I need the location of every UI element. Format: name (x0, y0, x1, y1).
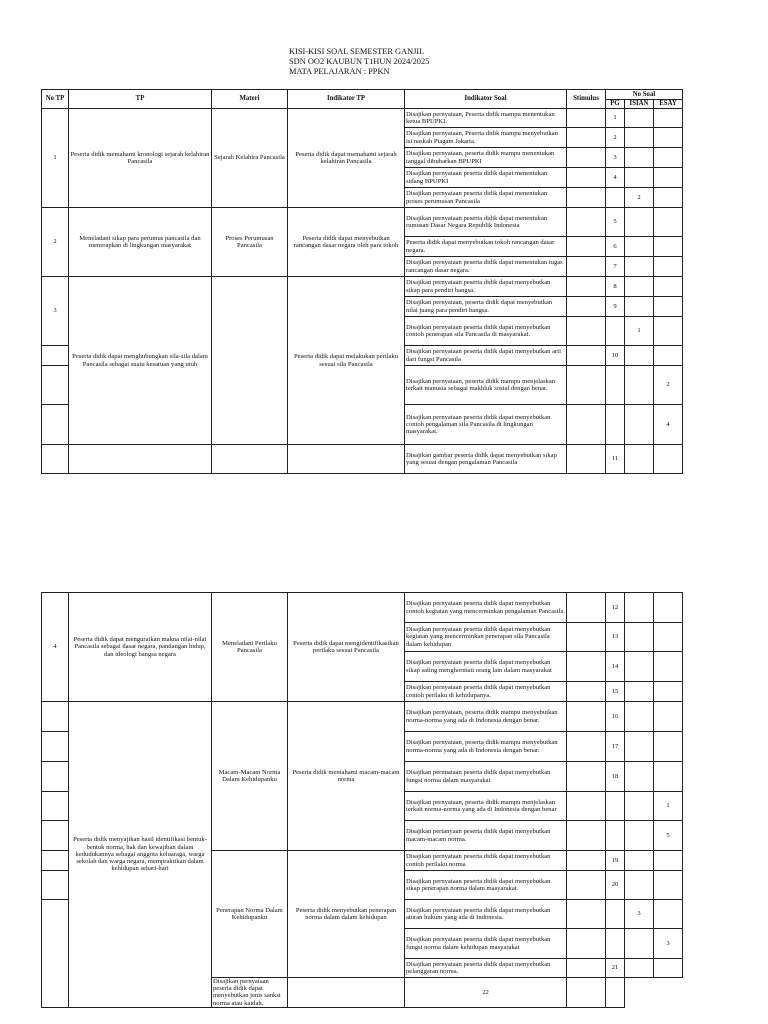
stimulus-cell (567, 821, 606, 851)
isian-cell: 1 (625, 317, 654, 346)
esay-cell (654, 959, 683, 978)
esay-cell (654, 317, 683, 346)
pg-cell: 5 (606, 208, 625, 237)
esay-cell (654, 732, 683, 762)
stimulus-cell (567, 366, 606, 405)
stimulus-cell (567, 792, 606, 821)
no-tp-cell: 4 (42, 593, 69, 702)
col-no-tp: No TP (42, 90, 69, 109)
no-tp-cell-empty (42, 821, 69, 851)
esay-cell (654, 297, 683, 317)
col-indikator-soal: Indikator Soal (405, 90, 567, 109)
isian-cell (625, 821, 654, 851)
esay-cell (654, 762, 683, 792)
indikator-soal-cell: Disajikan pernyataan, peserta didik dapat menyebutkan nilai juang para pendiri bangsa. (405, 297, 567, 317)
pg-cell: 11 (606, 445, 625, 474)
esay-cell (654, 148, 683, 168)
pg-cell: 19 (606, 851, 625, 871)
isian-cell (625, 297, 654, 317)
col-isian: ISIAN (625, 100, 654, 109)
indikator-soal-cell: Disajikan pernyataan peserta didik dapat menentukan proses perumusan Pancasila (405, 188, 567, 208)
pg-cell: 1 (606, 109, 625, 128)
pg-cell: 14 (606, 652, 625, 682)
stimulus-cell (567, 762, 606, 792)
stimulus-cell (567, 405, 606, 445)
indikator-soal-cell: Disajikan pernyataan peserta didik dapat menentukan sidang BPUPKI (405, 168, 567, 188)
esay-cell (654, 208, 683, 237)
esay-cell (654, 682, 683, 702)
esay-cell: 4 (654, 405, 683, 445)
isian-cell: 3 (625, 900, 654, 929)
isian-cell (625, 871, 654, 900)
col-tp: TP (69, 90, 212, 109)
indikator-soal-cell: Disajikan pernyataan, peserta didik mampu menjelaskan terkait manusia sebagai makhluk sosial dengan benar. (405, 366, 567, 405)
isian-cell (625, 851, 654, 871)
esay-cell (654, 188, 683, 208)
stimulus-cell (567, 277, 606, 297)
isian-cell: 2 (625, 188, 654, 208)
stimulus-cell (567, 168, 606, 188)
pg-cell: 10 (606, 346, 625, 366)
pg-cell: 21 (606, 959, 625, 978)
indikator-soal-cell: Disajikan pernyataan peserta didik dapat menyebutkan contoh kegiatan yang mencerminkan pengalaman Pancasila. (405, 593, 567, 623)
stimulus-cell (567, 297, 606, 317)
no-tp-cell-empty (42, 702, 69, 732)
stimulus-cell (567, 652, 606, 682)
stimulus-cell (567, 317, 606, 346)
stimulus-cell (567, 237, 606, 257)
col-esay: ESAY (654, 100, 683, 109)
no-tp-cell-empty (42, 900, 69, 1008)
stimulus-cell (567, 959, 606, 978)
indikator-soal-cell: Disajikan pernyataan peserta didik dapat menyebutkan jenis sanksi norma atau kaidah. (212, 978, 288, 1008)
indikator-soal-cell: Disajikan pernyataan peserta didik dapat menyebutkan contoh perilaku norma (405, 851, 567, 871)
esay-cell (654, 900, 683, 929)
esay-cell (654, 851, 683, 871)
materi-cell: Meneladani Perilaku Pancasila (212, 593, 288, 702)
isian-cell (625, 277, 654, 297)
header-subject: MATA PELAJARAN : PPKN (289, 67, 390, 76)
esay-cell (654, 109, 683, 128)
indikator-soal-cell: Disajikan pernyataan peserta didik dapat menentukan tugas rancangan dasar negara. (405, 257, 567, 277)
stimulus-cell (567, 128, 606, 148)
isian-cell (625, 732, 654, 762)
pg-cell (606, 188, 625, 208)
materi-cell-empty (212, 445, 288, 474)
pg-cell: 6 (606, 237, 625, 257)
materi-cell: Macam-Macam Norma Dalam Kehidupanku (212, 702, 288, 851)
stimulus-cell (567, 148, 606, 168)
stimulus-cell (567, 900, 606, 929)
indikator-soal-cell: Disajikan pernyataan peserta didik dapat menyebutkan pelanggaran norma. (405, 959, 567, 978)
col-no-soal: No Soal (606, 90, 683, 100)
pg-cell: 2 (606, 128, 625, 148)
stimulus-cell (567, 702, 606, 732)
isian-cell (625, 257, 654, 277)
esay-cell (654, 168, 683, 188)
pg-cell: 15 (606, 682, 625, 702)
pg-cell: 9 (606, 297, 625, 317)
indikator-tp-cell: Peserta didik menyebutkan penerapan norma dalam dalam kehidupan (288, 851, 405, 978)
esay-cell (654, 593, 683, 623)
indikator-tp-cell: Peserta didik dapat menyebutkan rancangan dasar negara oleh para tokoh (288, 208, 405, 277)
stimulus-cell (567, 445, 606, 474)
col-pg: PG (606, 100, 625, 109)
indikator-soal-cell: Disajikan pernyataan peserta didik dapat menyebutkan contoh perilaku di kehidupanya. (405, 682, 567, 702)
tp-cell: Peserta didik dapat menguraikan makna nilai-nilai Pancasila sebagai dasar negara, pandangan hidup, dan ideologi bangsa negara (69, 593, 212, 702)
isian-cell (625, 792, 654, 821)
pg-cell (606, 821, 625, 851)
no-tp-cell-empty (42, 851, 69, 871)
stimulus-cell (567, 346, 606, 366)
indikator-soal-cell: Disajikan pernyataan peserta didik dapat menyebutkan arti dari fungsi Pancasila (405, 346, 567, 366)
stimulus-cell (288, 978, 405, 1008)
col-stimulus: Stimulus (567, 90, 606, 109)
indikator-tp-cell: Peserta didik dapat mengidentifikasikan perilaku sesuai Pancasila (288, 593, 405, 702)
isian-cell (625, 208, 654, 237)
pg-cell (606, 929, 625, 959)
tp-cell-empty (69, 445, 212, 474)
esay-cell: 2 (654, 366, 683, 405)
indikator-soal-cell: Disajikan pernyataan, Peserta didik mampu menyebutkan isi naskah Piagam Jakarta. (405, 128, 567, 148)
document-header (289, 47, 429, 77)
no-tp-cell: 1 (42, 109, 69, 208)
pg-cell (606, 900, 625, 929)
pg-cell (606, 792, 625, 821)
esay-cell (654, 257, 683, 277)
indikator-soal-cell: Disajikan pernyataan peserta didik dapat menyebutkan sikap para pendiri bangsa. (405, 277, 567, 297)
indikator-tp-cell: Peserta didik dapat melakukan perilaku sesuai sila Pancasila (288, 277, 405, 445)
stimulus-cell (567, 851, 606, 871)
stimulus-cell (567, 593, 606, 623)
stimulus-cell (567, 623, 606, 652)
pg-cell (606, 366, 625, 405)
pg-cell: 12 (606, 593, 625, 623)
indikator-soal-cell: Disajikan pernyataan, peserta didik mampu menyebutkan norma-norma yang ada di Indonesia dengan benar. (405, 732, 567, 762)
esay-cell (654, 128, 683, 148)
isian-cell (625, 445, 654, 474)
indikator-tp-cell-empty (288, 445, 405, 474)
materi-cell: Penerapan Norma Dalam Kehidupanku (212, 851, 288, 978)
indikator-soal-cell: Disajikan pernyataan peserta didik dapat menyebutkan kegiatan yang mencerminkan penerapan sila Pancasila dalam kehidupan (405, 623, 567, 652)
tp-cell: Meneladani sikap para perumus pancasila dan menerapkan di lingkungan masyarakat (69, 208, 212, 277)
col-materi: Materi (212, 90, 288, 109)
pg-cell (606, 405, 625, 445)
esay-cell: 5 (654, 821, 683, 851)
indikator-soal-cell: Disajikan pernyataan peserta didik dapat menyebutkan aturan hukum yang ada di Indonesia. (405, 900, 567, 929)
esay-cell (606, 978, 625, 1008)
indikator-soal-cell: Disajikan gambar peserta didik dapat menyebutkan sikap yang sesuai dengan pengalaman Pancasila (405, 445, 567, 474)
header-title: KISI-KISI SOAL SEMESTER GANJIL (289, 47, 425, 56)
stimulus-cell (567, 109, 606, 128)
no-tp-cell-empty (42, 732, 69, 762)
isian-cell (625, 959, 654, 978)
no-tp-cell-empty (42, 346, 69, 366)
esay-cell (654, 702, 683, 732)
pg-cell: 7 (606, 257, 625, 277)
pg-cell: 8 (606, 277, 625, 297)
col-indikator-tp: Indikator TP (288, 90, 405, 109)
pg-cell: 18 (606, 762, 625, 792)
indikator-soal-cell: Disajikan pernyataan peserta didik dapat menentukan rumusan Dasar Negara Republik Indonesia (405, 208, 567, 237)
no-tp-cell-empty (42, 871, 69, 900)
stimulus-cell (567, 682, 606, 702)
no-tp-cell: 3 (42, 277, 69, 346)
isian-cell (625, 682, 654, 702)
isian-cell (625, 652, 654, 682)
indikator-soal-cell: Disajikan pernyataan peserta didik dapat menyebutkan fungsi norma dalam kehidupan masyarakat (405, 929, 567, 959)
indikator-soal-cell: Disajikan pernyataan peserta didik dapat menyebutkan contoh penerapan sila Pancasila di masyarakat. (405, 317, 567, 346)
isian-cell (625, 346, 654, 366)
indikator-soal-cell: Disajikan pernnataan peserta didik dapat menyebutkan fungsi norma dalam masyarakat (405, 762, 567, 792)
indikator-soal-cell: Disajikan pernyataan, peserta didik mampu menyebutkan norma-norma yang ada di Indonesia dengan benar. (405, 702, 567, 732)
no-tp-cell: 2 (42, 208, 69, 277)
isian-cell (625, 405, 654, 445)
stimulus-cell (567, 188, 606, 208)
isian-cell (625, 366, 654, 405)
isian-cell (625, 148, 654, 168)
materi-cell-empty (212, 277, 288, 445)
indikator-soal-cell: Disajikan pernyataan, Peserta didik mampu menentukan ketua BPUPKI. (405, 109, 567, 128)
indikator-soal-cell: Disajikan pernyataan, peserta didik mampu menentukan tanggal dibubarkan BPUPKI (405, 148, 567, 168)
indikator-soal-cell: Peserta didik dapat menyebutkan tokoh rancangan dasar negara. (405, 237, 567, 257)
isian-cell (625, 128, 654, 148)
isian-cell (625, 237, 654, 257)
materi-cell: Sejarah Kelahira Pancasila (212, 109, 288, 208)
isian-cell (625, 168, 654, 188)
isian-cell (567, 978, 606, 1008)
pg-cell: 3 (606, 148, 625, 168)
esay-cell (654, 623, 683, 652)
pg-cell: 4 (606, 168, 625, 188)
pg-cell: 16 (606, 702, 625, 732)
isian-cell (625, 109, 654, 128)
isian-cell (625, 702, 654, 732)
materi-cell: Proses Perumusan Pancasila (212, 208, 288, 277)
esay-cell: 1 (654, 792, 683, 821)
pg-cell: 17 (606, 732, 625, 762)
esay-cell (654, 237, 683, 257)
pg-cell (606, 317, 625, 346)
tp-cell: Peserta didik memahami kronologi sejarah kelahiran Pancasila (69, 109, 212, 208)
esay-cell (654, 346, 683, 366)
no-tp-cell-empty (42, 792, 69, 821)
indikator-soal-cell: Disajikan pernyataan peserta didik dapat menyebutkan sikap penerapan norma dalam masyarakat. (405, 871, 567, 900)
indikator-soal-cell: Disajikan pernyataan peserta didik dapat menyebutkan sikap saling menghormati orang lain dalam masyarakat (405, 652, 567, 682)
pg-cell: 13 (606, 623, 625, 652)
isian-cell (625, 929, 654, 959)
no-tp-cell-empty (42, 405, 69, 445)
indikator-tp-cell: Peserta didik memahami macam-macam norma (288, 702, 405, 851)
no-tp-cell-empty (42, 762, 69, 792)
indikator-soal-cell: Disajikan pernyataan peserta didik dapat menyebutkan contoh pengalaman sila Pancasila di lingkungan masyarakat. (405, 405, 567, 445)
pg-cell: 22 (405, 978, 567, 1008)
stimulus-cell (567, 871, 606, 900)
isian-cell (625, 593, 654, 623)
esay-cell (654, 652, 683, 682)
isian-cell (625, 623, 654, 652)
kisi-table-page-2 (41, 592, 683, 1008)
stimulus-cell (567, 732, 606, 762)
header-school: SDN OO2 KAUBUN T1HUN 2024/2025 (289, 57, 430, 66)
pg-cell: 20 (606, 871, 625, 900)
tp-cell: Peserta didik menyajikan hasil identifikasi bentuk-bentuk norma, hak dan kewajiban dalam kedudukannya sebagai anggota keluaraga, warga sekolah dan warga negara, mempraktikan dalam kehidupan sehari-hari (69, 702, 212, 1008)
esay-cell (654, 871, 683, 900)
tp-cell: Peserta didik dapat menghubungkan sila-sila dalam Pancasila sebagai suatu kesatuan yang utuh (69, 277, 212, 445)
esay-cell: 3 (654, 929, 683, 959)
indikator-tp-cell: Peserta didik dapat memahami sejarah kelahiran Pancasila (288, 109, 405, 208)
no-tp-cell-empty (42, 445, 69, 474)
indikator-soal-cell: Disajikan pernyataan, peserta didik mampu menjelaskan terkait norma-norma yang ada di Indonesia dengan benar (405, 792, 567, 821)
no-tp-cell-empty (42, 366, 69, 405)
esay-cell (654, 277, 683, 297)
stimulus-cell (567, 208, 606, 237)
kisi-table-page-1 (41, 89, 683, 474)
isian-cell (625, 762, 654, 792)
indikator-soal-cell: Disajikan pertanyaan peserta didik dapat menyebutkan macam-macam norma. (405, 821, 567, 851)
esay-cell (654, 445, 683, 474)
stimulus-cell (567, 257, 606, 277)
stimulus-cell (567, 929, 606, 959)
